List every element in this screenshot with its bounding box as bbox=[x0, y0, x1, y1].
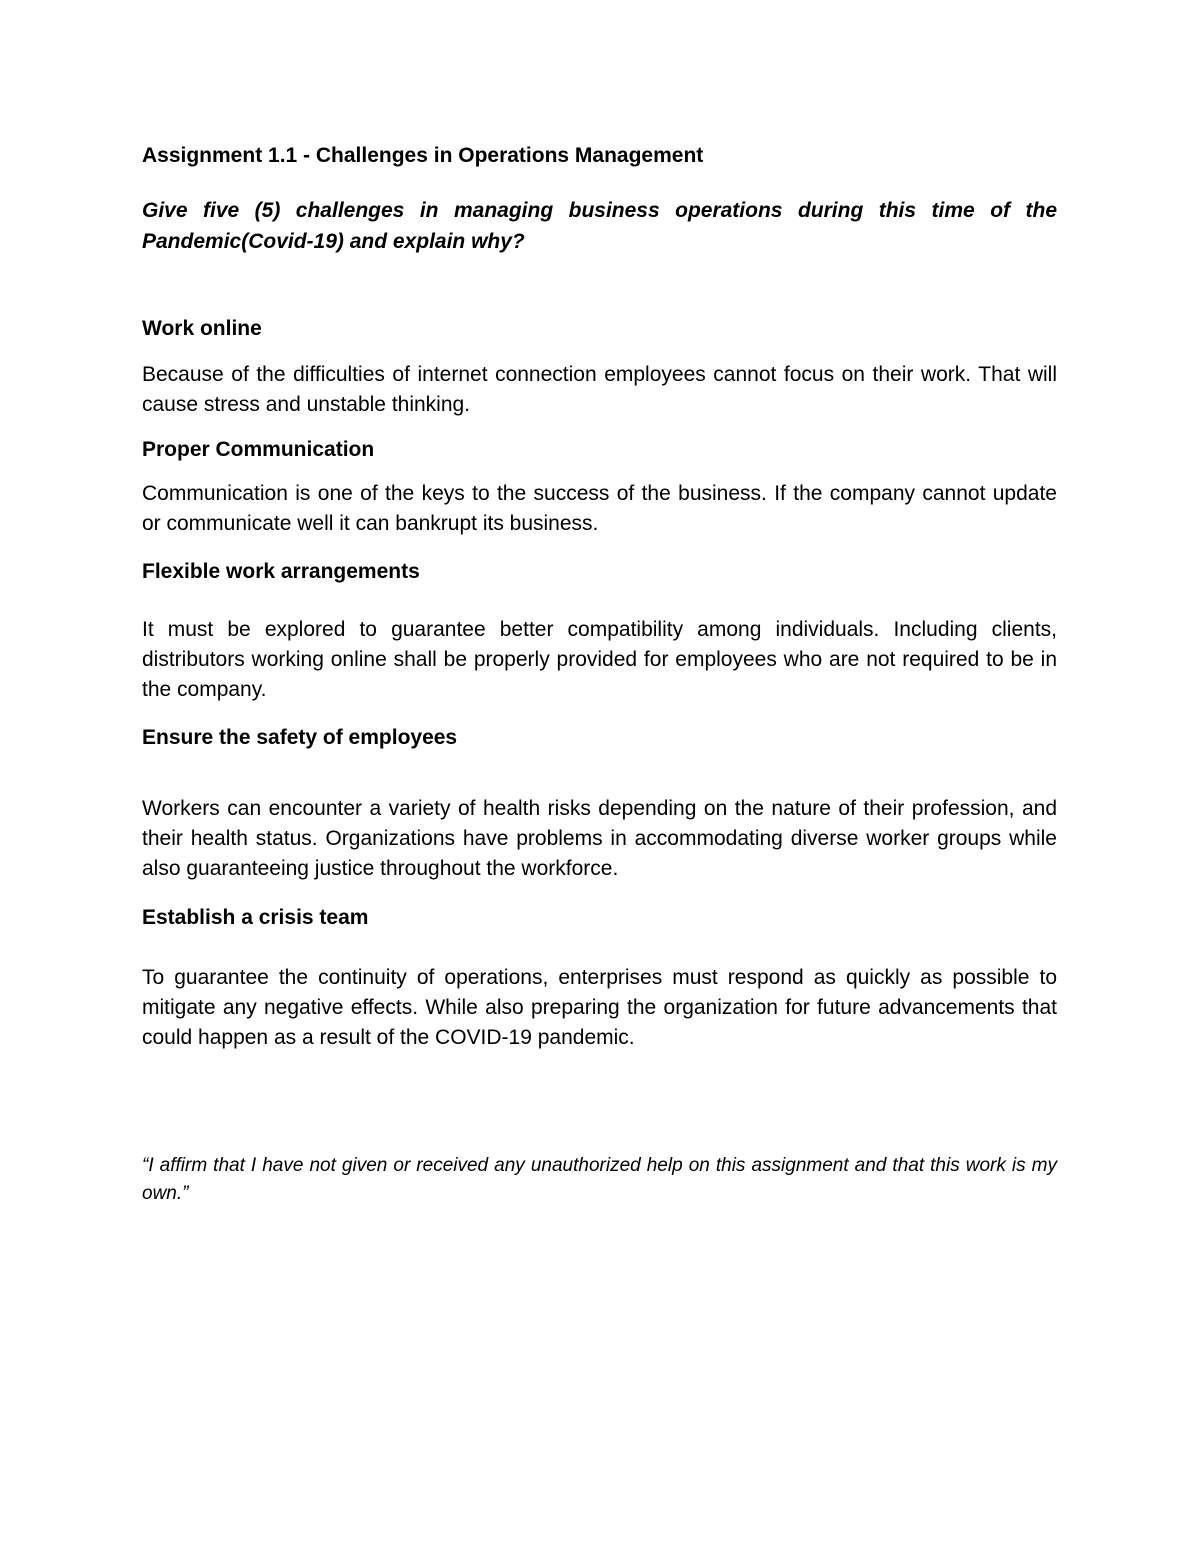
honor-affirmation: “I affirm that I have not given or received any unauthorized help on this assignment and that this work is my own.” bbox=[142, 1155, 1057, 1204]
section-heading-employee-safety: Ensure the safety of employees bbox=[142, 726, 458, 749]
section-heading-work-online: Work online bbox=[142, 317, 262, 340]
section-body-flexible-work: It must be explored to guarantee better compatibility among individuals. Including clients, distributors working online shall be properly provided for employees who are not required to be in the company. bbox=[142, 618, 1057, 701]
section-heading-proper-communication: Proper Communication bbox=[142, 438, 375, 461]
assignment-question: Give five (5) challenges in managing business operations during this time of the Pandemic(Covid-19) and explain why? bbox=[142, 199, 1057, 253]
section-body-proper-communication: Communication is one of the keys to the success of the business. If the company cannot update or communicate well it can bankrupt its business. bbox=[142, 482, 1057, 535]
document-title: Assignment 1.1 - Challenges in Operations Management bbox=[142, 144, 704, 167]
section-body-employee-safety: Workers can encounter a variety of health risks depending on the nature of their profession, and their health status. Organizations have problems in accommodating diverse worker groups while also guaranteeing justice throughout the workforce. bbox=[142, 797, 1057, 880]
section-heading-flexible-work: Flexible work arrangements bbox=[142, 560, 420, 583]
section-body-work-online: Because of the difficulties of internet connection employees cannot focus on their work. That will cause stress and unstable thinking. bbox=[142, 363, 1057, 416]
section-heading-crisis-team: Establish a crisis team bbox=[142, 906, 369, 929]
section-body-crisis-team: To guarantee the continuity of operations, enterprises must respond as quickly as possible to mitigate any negative effects. While also preparing the organization for future advancements that could happen as a result of the COVID-19 pandemic. bbox=[142, 966, 1057, 1049]
document-body bbox=[142, 141, 1057, 1208]
